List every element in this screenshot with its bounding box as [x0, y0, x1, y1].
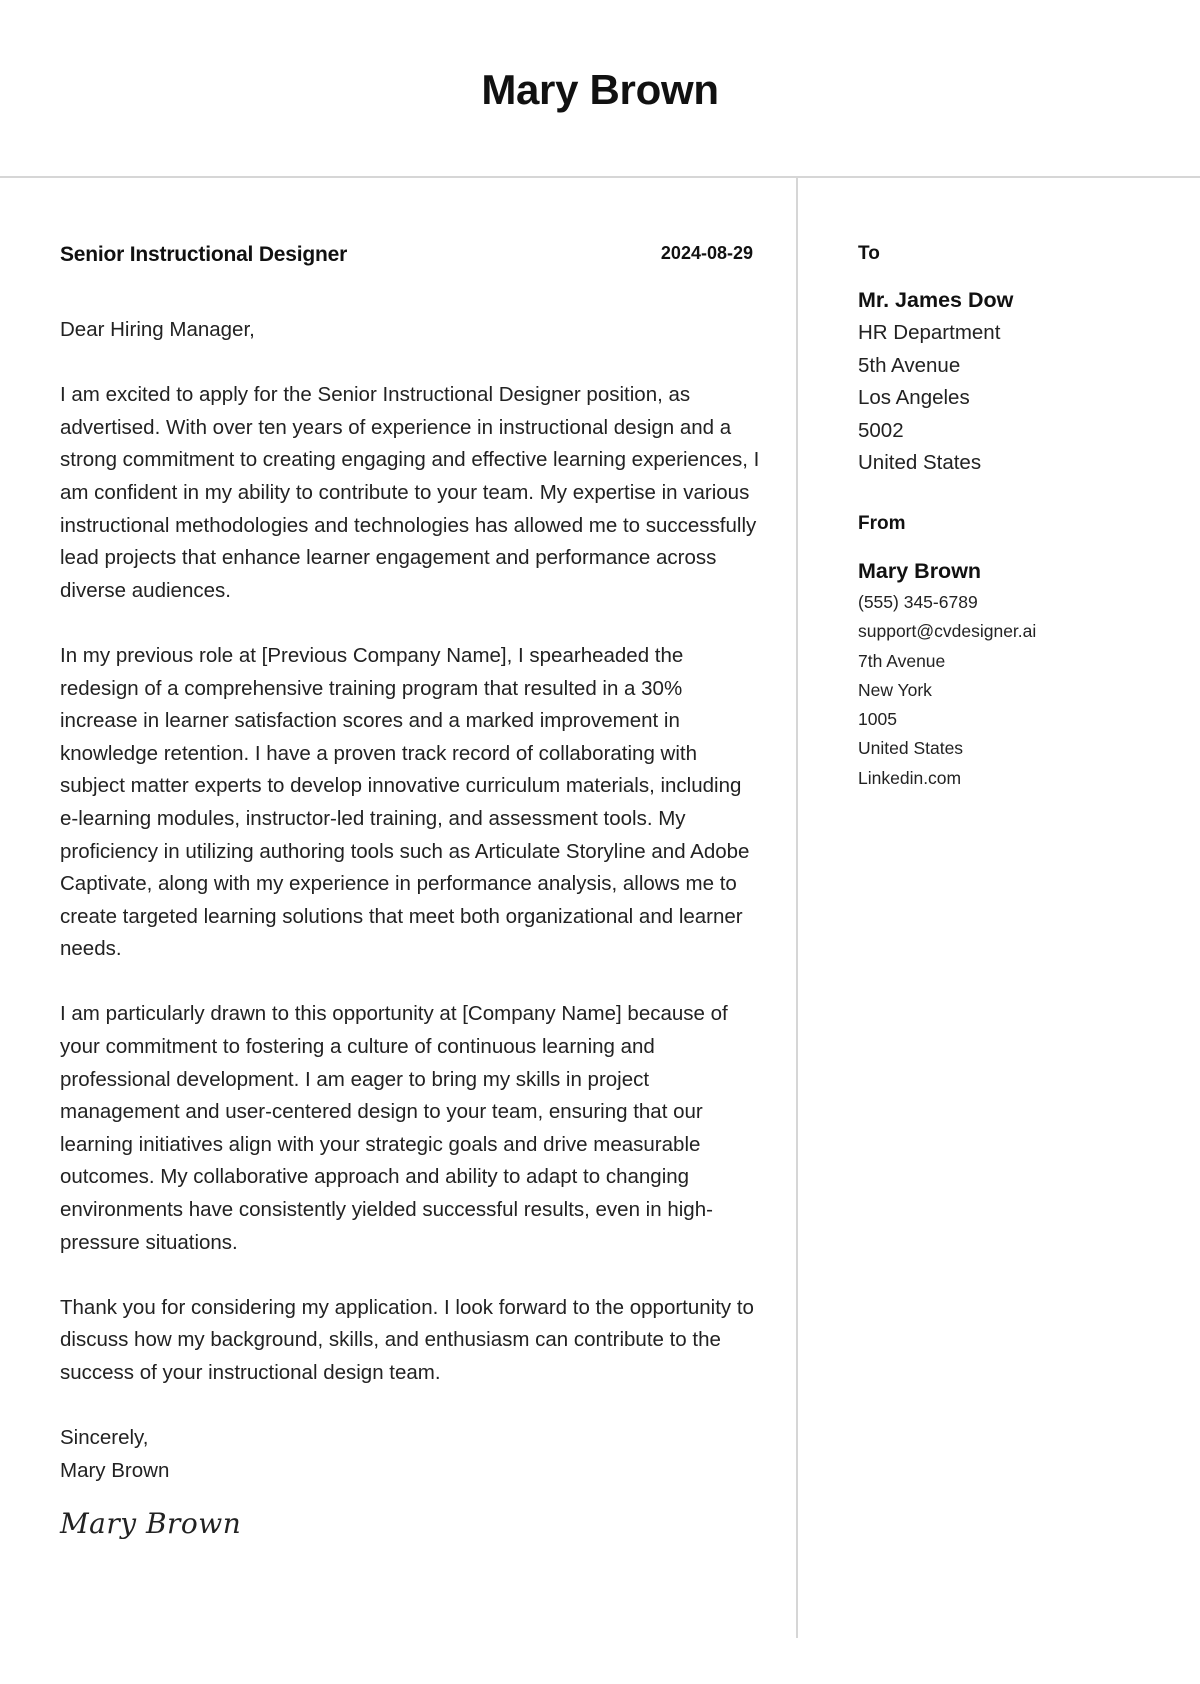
closing-name: Mary Brown — [60, 1458, 170, 1482]
sender-postal-code: 1005 — [858, 709, 897, 730]
applicant-name: Mary Brown — [481, 66, 719, 113]
recipient-country: United States — [858, 451, 982, 475]
recipient-postal-code: 5002 — [858, 418, 904, 442]
letter-paragraph: Thank you for considering my application. I look forward to the opportunity to discuss how my background, skills, and enthusiasm can contribute to the success of your instructional design team. — [60, 1295, 754, 1384]
letter-paragraph: In my previous role at [Previous Company Name], I spearheaded the redesign of a comprehensive training program that resulted in a 30% increase in learner satisfaction scores and a marked improvement in knowledge retention. I have a proven track record of collaborating with subject matter experts to develop innovative curriculum materials, including e-learning modules, instructor-led training, and assessment tools. My proficiency in utilizing authoring tools such as Articulate Storyline and Adobe Captivate, along with my experience in performance analysis, allows me to create targeted learning solutions that meet both organizational and learner needs. — [60, 643, 750, 961]
sender-email: support@cvdesigner.ai — [858, 621, 1037, 642]
job-title: Senior Instructional Designer — [60, 243, 348, 266]
sender-country: United States — [858, 738, 964, 759]
recipient-department: HR Department — [858, 321, 1001, 344]
salutation: Dear Hiring Manager, — [60, 318, 255, 341]
recipient-name: Mr. James Dow — [858, 288, 1014, 312]
letter-title-row — [60, 242, 753, 272]
sender-phone: (555) 345-6789 — [858, 592, 978, 612]
recipient-city: Los Angeles — [858, 386, 970, 410]
closing: Sincerely, — [60, 1426, 149, 1450]
letter-date: 2024-08-29 — [660, 243, 753, 263]
recipient-street: 5th Avenue — [858, 353, 961, 377]
page-header — [0, 0, 1200, 178]
letter-paragraph: I am particularly drawn to this opportunity at [Company Name] because of your commitment to fostering a culture of continuous learning and professional development. I am eager to bring my skills in project management and user-centered design to your team, ensuring that our learning initiatives align with your strategic goals and drive measurable outcomes. My collaborative approach and ability to adapt to changing environments have consistently yielded successful results, even in high-pressure situations. — [60, 1002, 728, 1254]
from-label: From — [858, 513, 906, 534]
sender-street: 7th Avenue — [858, 650, 946, 671]
column-divider — [796, 178, 798, 1638]
sender-name: Mary Brown — [858, 559, 982, 583]
sender-website: Linkedin.com — [858, 767, 962, 788]
letter-paragraph: I am excited to apply for the Senior Instructional Designer position, as advertised. With over ten years of experience in instructional design and a strong commitment to creating engaging and effective learning experiences, I am confident in my ability to contribute to your team. My expertise in various instructional methodologies and technologies has allowed me to successfully lead projects that enhance learner engagement and performance across diverse audiences. — [60, 383, 760, 602]
sender-address — [858, 555, 1178, 793]
handwritten-signature: Mary Brown — [60, 1507, 242, 1540]
letter-body — [60, 314, 760, 1487]
recipient-address — [858, 284, 1178, 480]
sender-city: New York — [858, 679, 932, 700]
to-label: To — [858, 243, 880, 264]
